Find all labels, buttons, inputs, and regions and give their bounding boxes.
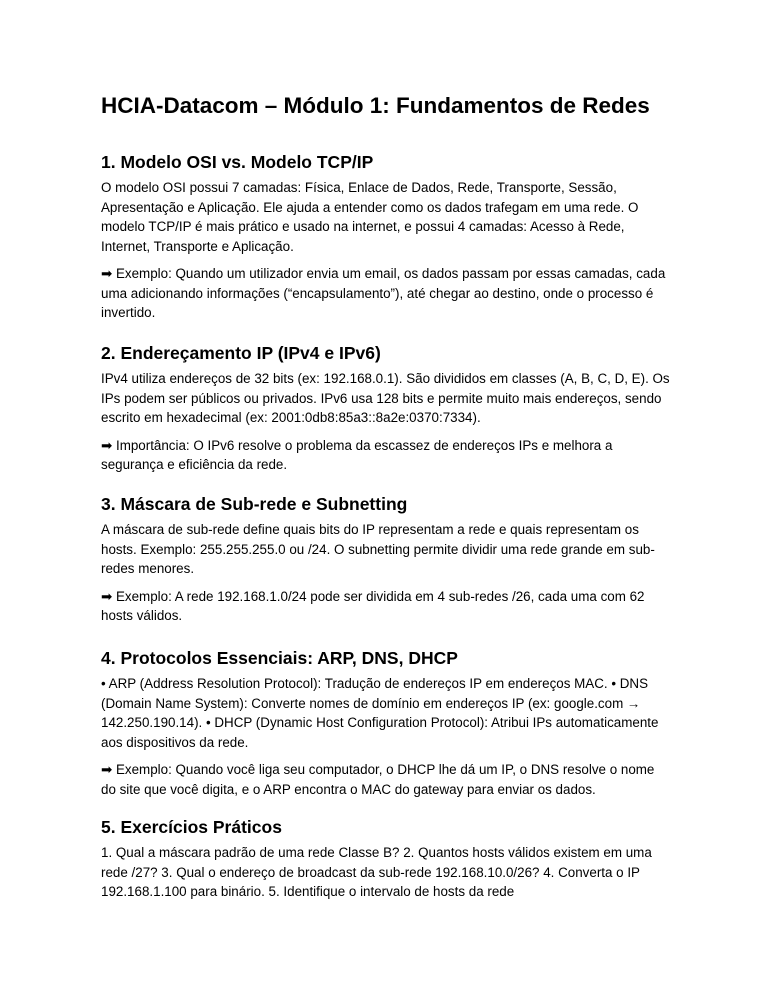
section-note-text: Importância: O IPv6 resolve o problema da escassez de endereços IPs e melhora a segurança e eficiência da rede. [101, 437, 613, 472]
section-body: IPv4 utiliza endereços de 32 bits (ex: 192.168.0.1). São divididos em classes (A, B, C, D, E). Os IPs podem ser públicos ou privados. IPv6 usa 128 bits e permite muito mais endereços, sendo escrito em hexadecimal (ex: 2001:0db8:85a3::8a2e:0370:7334). [101, 371, 670, 425]
section-note-text: Exemplo: Quando você liga seu computador, o DHCP lhe dá um IP, o DNS resolve o nome do site que você digita, e o ARP encontra o MAC do gateway para enviar os dados. [101, 762, 655, 797]
section-exercises [101, 815, 671, 902]
arrow-right-icon: ➡ [101, 762, 113, 777]
section-body: O modelo OSI possui 7 camadas: Física, Enlace de Dados, Rede, Transporte, Sessão, Apresentação e Aplicação. Ele ajuda a entender como os dados trafegam em uma rede. O modelo TCP/IP é mais prático e usado na internet, e possui 4 camadas: Acesso à Rede, Internet, Transporte e Aplicação. [101, 180, 639, 254]
section-heading: 4. Protocolos Essenciais: ARP, DNS, DHCP [101, 648, 458, 668]
section-note [101, 760, 671, 799]
section-heading: 1. Modelo OSI vs. Modelo TCP/IP [101, 152, 374, 172]
section-body: A máscara de sub-rede define quais bits do IP representam a rede e quais representam os hosts. Exemplo: 255.255.255.0 ou /24. O subnetting permite dividir uma rede grande em sub-redes menores. [101, 522, 655, 576]
arrow-right-icon: ➡ [101, 437, 113, 453]
section-note-text: Exemplo: A rede 192.168.1.0/24 pode ser dividida em 4 sub-redes /26, cada uma com 62 hosts válidos. [101, 588, 645, 623]
section-note [101, 436, 671, 475]
document-title: HCIA-Datacom – Módulo 1: Fundamentos de Redes [101, 93, 650, 118]
section-body: 1. Qual a máscara padrão de uma rede Classe B? 2. Quantos hosts válidos existem em uma rede /27? 3. Qual o endereço de broadcast da sub-rede 192.168.10.0/26? 4. Converta o IP 192.168.1.100 para binário. 5. Identifique o intervalo de hosts da rede [101, 845, 652, 899]
arrow-right-icon: ➡ [101, 266, 113, 281]
section-subnetting [101, 492, 671, 626]
section-note-text: Exemplo: Quando um utilizador envia um email, os dados passam por essas camadas, cada uma adicionando informações (“encapsulamento”), até chegar ao destino, onde o processo é invertido. [101, 266, 666, 320]
section-osi-tcpip [101, 150, 671, 323]
section-protocols [101, 646, 671, 799]
section-note [101, 264, 671, 323]
section-note [101, 587, 671, 626]
section-heading: 3. Máscara de Sub-rede e Subnetting [101, 494, 408, 514]
arrow-right-icon: ➡ [101, 588, 113, 604]
section-heading: 5. Exercícios Práticos [101, 817, 282, 837]
section-body: • ARP (Address Resolution Protocol): Tradução de endereços IP em endereços MAC. • DNS (Domain Name System): Converte nomes de domínio em endereços IP (ex: google.com → 142.250.190.14). • DHCP (Dynamic Host Configuration Protocol): Atribui IPs automaticamente aos dispositivos da rede. [101, 676, 659, 750]
section-heading: 2. Endereçamento IP (IPv4 e IPv6) [101, 343, 381, 363]
section-ip-addressing [101, 341, 671, 475]
